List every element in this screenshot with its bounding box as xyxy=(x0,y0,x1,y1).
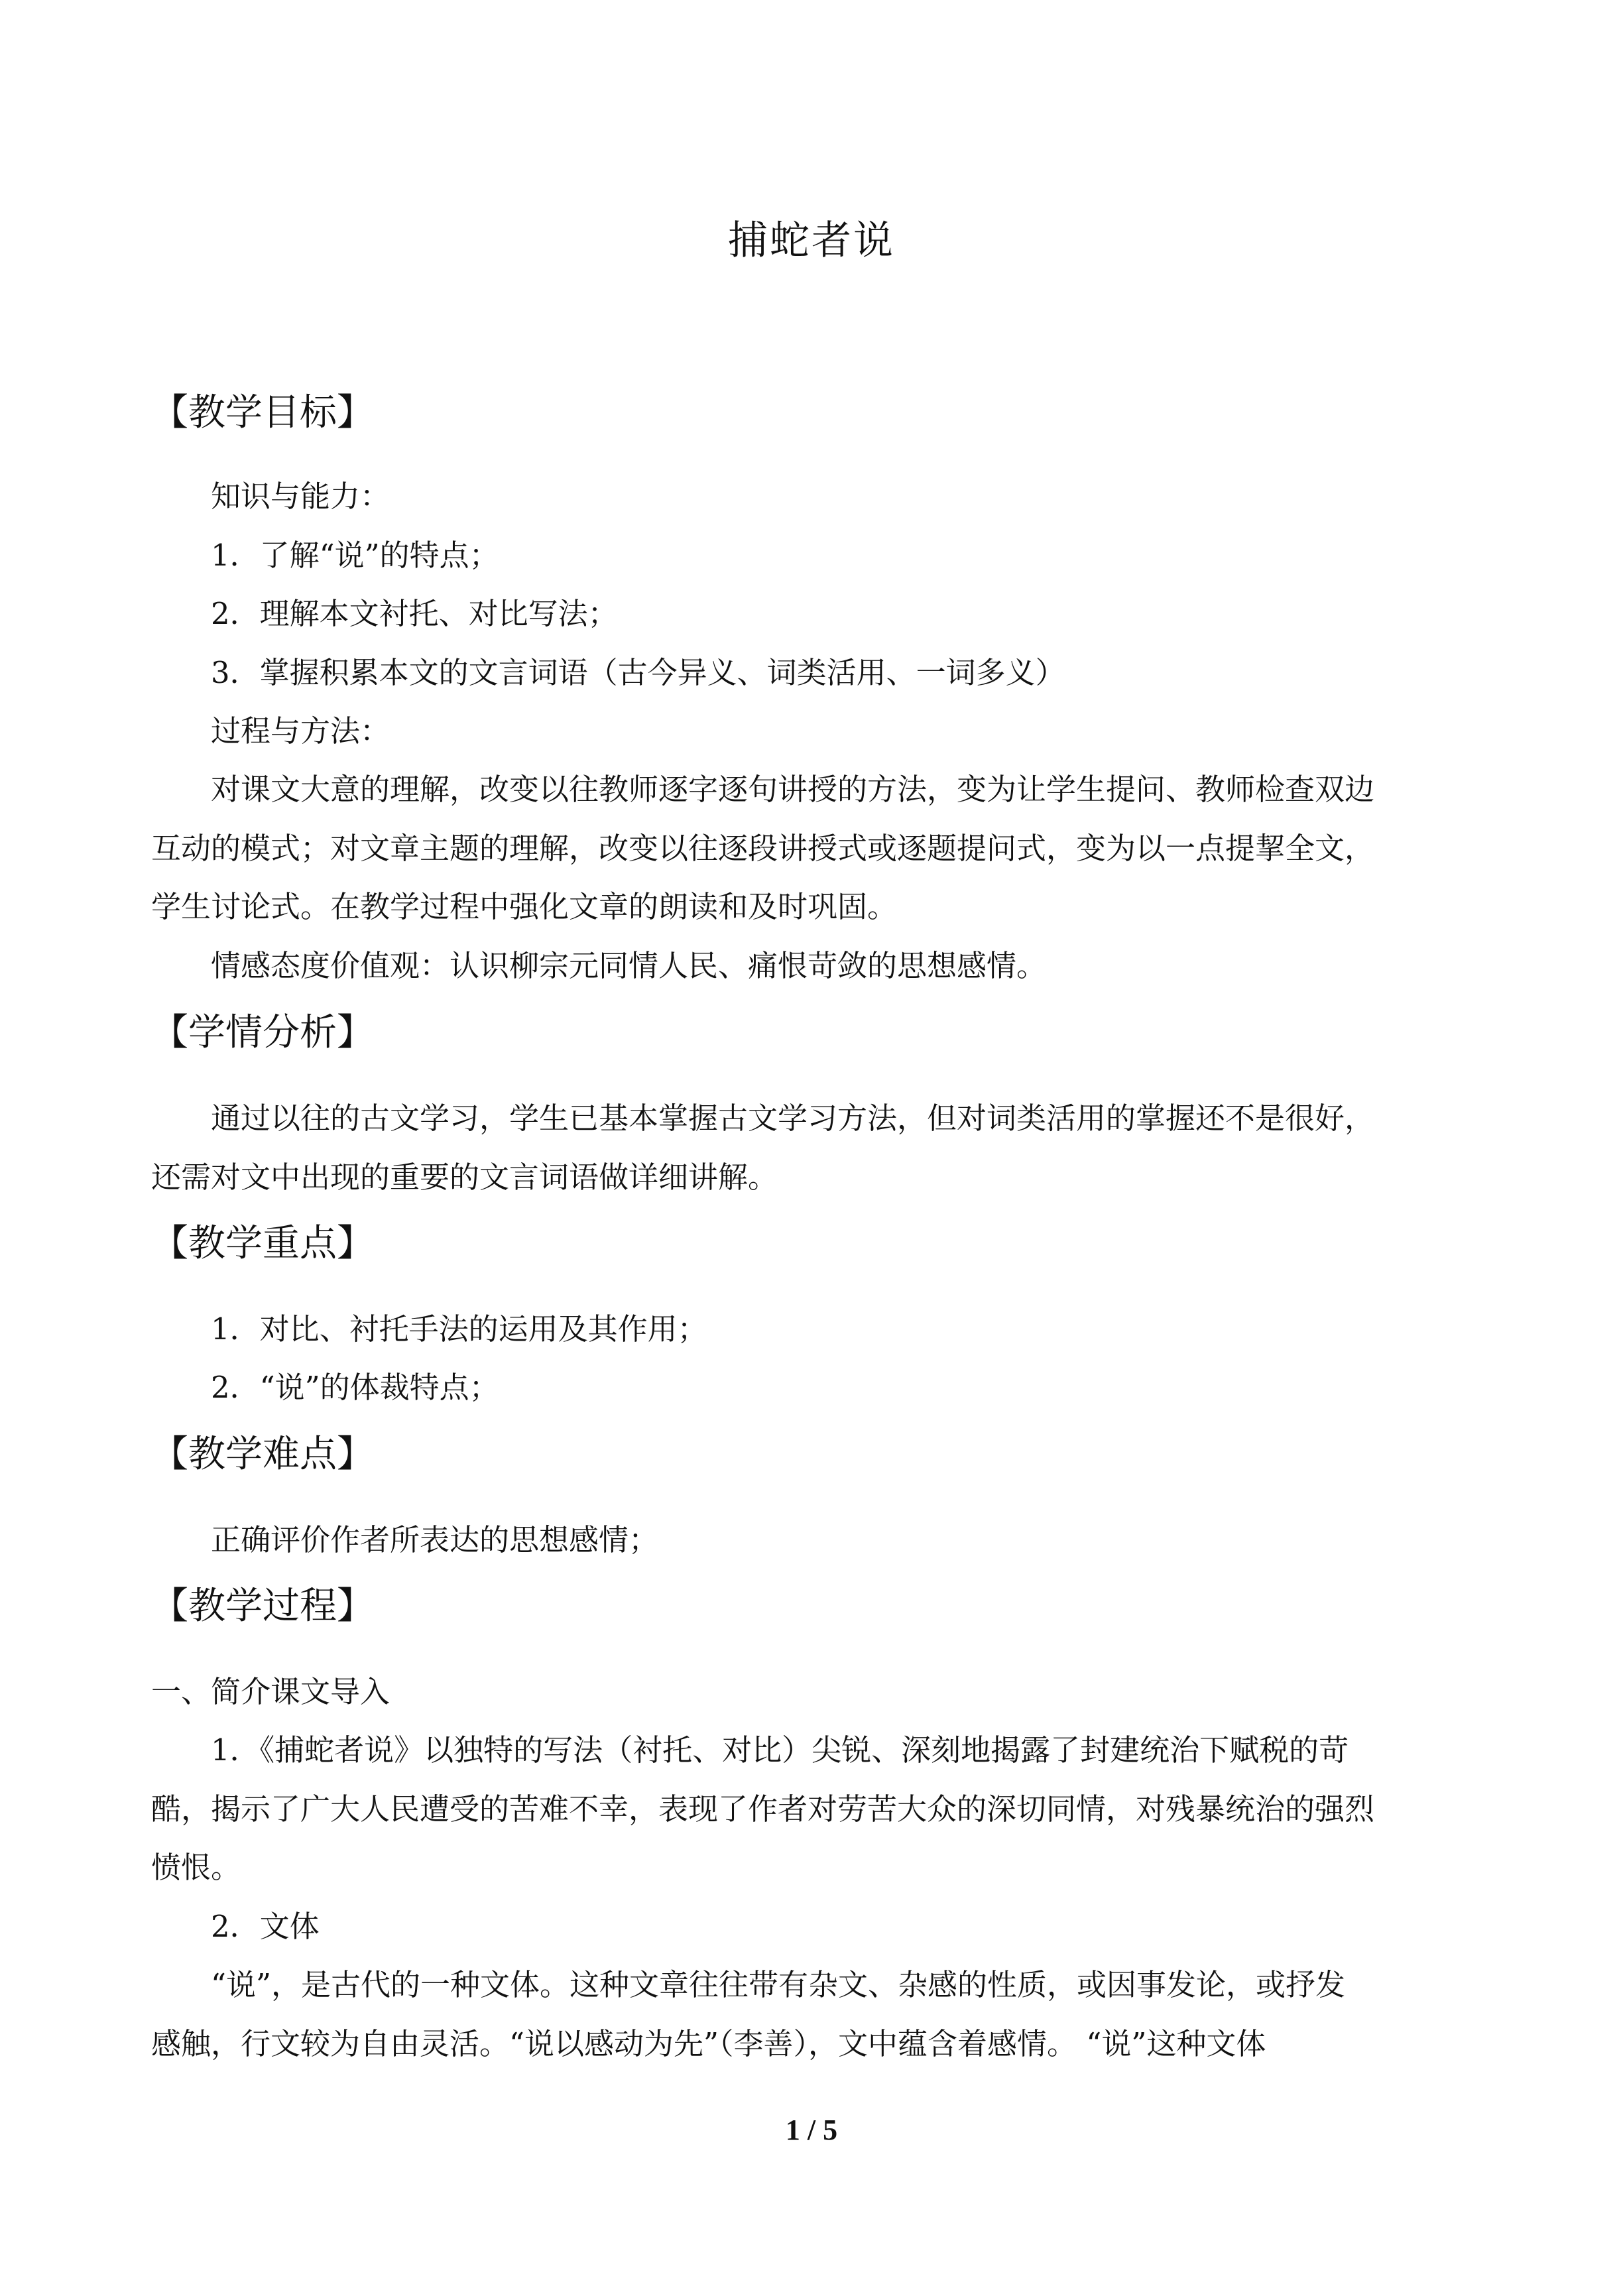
analysis-line-1: 通过以往的古文学习，学生已基本掌握古文学习方法，但对词类活用的掌握还不是很好， xyxy=(211,1101,1375,1136)
objectives-knowledge-label: 知识与能力： xyxy=(211,479,391,514)
heading-key-points: 【教学重点】 xyxy=(151,1222,374,1265)
objectives-item-3: 3．掌握积累本文的文言词语（古今异义、词类活用、一词多义） xyxy=(211,655,1065,690)
process-section-1: 一、简介课文导入 xyxy=(151,1674,391,1709)
objectives-method-line-2: 互动的模式；对文章主题的理解，改变以往逐段讲授式或逐题提问式，变为以一点提挈全文， xyxy=(151,831,1375,866)
key-points-item-1: 1．对比、衬托手法的运用及其作用； xyxy=(211,1311,707,1347)
key-points-item-2: 2．“说”的体裁特点； xyxy=(211,1370,499,1405)
page-title: 捕蛇者说 xyxy=(728,217,895,264)
process-p2-line-1: “说”，是古代的一种文体。这种文章往往带有杂文、杂感的性质，或因事发论，或抒发 xyxy=(211,1967,1346,2002)
objectives-method-label: 过程与方法： xyxy=(211,713,391,749)
heading-objectives: 【教学目标】 xyxy=(151,391,374,434)
objectives-method-line-3: 学生讨论式。在教学过程中强化文章的朗读和及时巩固。 xyxy=(151,889,898,924)
process-p1-line-2: 酷，揭示了广大人民遭受的苦难不幸，表现了作者对劳苦大众的深切同情，对残暴统治的强烈 xyxy=(151,1791,1375,1827)
objectives-item-2: 2．理解本文衬托、对比写法； xyxy=(211,596,618,631)
objectives-item-1: 1．了解“说”的特点； xyxy=(211,538,499,573)
heading-analysis: 【学情分析】 xyxy=(151,1011,374,1054)
page-number: 1 / 5 xyxy=(785,2114,838,2146)
heading-difficulties: 【教学难点】 xyxy=(151,1433,374,1476)
analysis-line-2: 还需对文中出现的重要的文言词语做详细讲解。 xyxy=(151,1160,778,1195)
process-p2-line-2: 感触，行文较为自由灵活。“说以感动为先”（李善），文中蕴含着感情。 “说”这种文体 xyxy=(151,2026,1266,2061)
process-p1-line-3: 愤恨。 xyxy=(151,1850,241,1885)
difficulties-item-1: 正确评价作者所表达的思想感情； xyxy=(211,1522,659,1557)
objectives-method-line-1: 对课文大意的理解，改变以往教师逐字逐句讲授的方法，变为让学生提问、教师检查双边 xyxy=(211,772,1375,807)
process-p1-line-1: 1．《捕蛇者说》以独特的写法（衬托、对比）尖锐、深刻地揭露了封建统治下赋税的苛 xyxy=(211,1732,1349,1768)
process-p2-label: 2．文体 xyxy=(211,1909,320,1944)
heading-process: 【教学过程】 xyxy=(151,1585,374,1628)
objectives-attitude: 情感态度价值观：认识柳宗元同情人民、痛恨苛敛的思想感情。 xyxy=(211,948,1047,983)
